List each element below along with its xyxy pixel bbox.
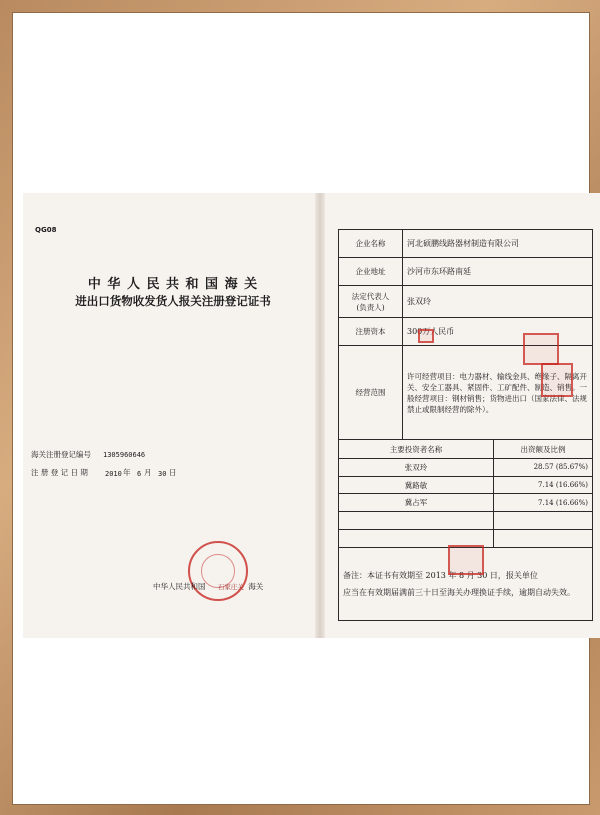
issuer-mid: 石家庄关 (217, 583, 244, 591)
investor-name: 冀路敏 (339, 476, 494, 494)
empty-ratio-cell (494, 512, 593, 530)
reg-date-day: 30 (158, 470, 167, 478)
investor-name: 冀占军 (339, 494, 494, 512)
note-line-2: 应当在有效期届满前三十日至海关办理换证手续，逾期自动失效。 (343, 587, 575, 597)
reg-date-day-unit: 日 (169, 468, 177, 477)
investor-name: 张双玲 (339, 458, 494, 476)
ratio-header: 出资额及比例 (494, 440, 593, 459)
red-seal-stamp (523, 333, 559, 365)
capital-label: 注册资本 (339, 317, 403, 345)
reg-no-label: 海关注册登记编号 (31, 450, 91, 459)
frame-mat (12, 12, 590, 805)
note-line-1: 备注：本证书有效期至 2013 年 8 月 30 日，报关单位 (343, 570, 538, 580)
certificate-sheet (23, 193, 600, 638)
rep-label-line2: (负责人) (356, 302, 385, 312)
reg-no-value: 1305960646 (103, 451, 146, 459)
investor-ratio: 28.57 (85.67%) (494, 458, 593, 476)
reg-date-label: 注 册 登 记 日 期 (31, 468, 88, 477)
investor-ratio: 7.14 (16.66%) (494, 476, 593, 494)
address-label: 企业地址 (339, 258, 403, 286)
reg-date-month: 6 (137, 470, 142, 478)
scope-value: 许可经营项目：电力器材、输线金具、绝缘子、隔离开关、安全工器具、紧固件、工矿配件、制造、销售。一般经营项目：钢材销售；货物进出口（国家法律、法规禁止或限制经营的除外）。 (403, 346, 593, 440)
rep-label-line1: 法定代表人 (351, 291, 390, 301)
reg-date-year-unit: 年 (123, 468, 131, 477)
red-seal-stamp (541, 363, 573, 397)
title-line-1: 中 华 人 民 共 和 国 海 关 (87, 277, 259, 292)
company-value: 河北硕鹏线路器材制造有限公司 (403, 230, 593, 258)
empty-ratio-cell (494, 529, 593, 547)
certificate-code: QG08 (35, 226, 57, 234)
page-fold (315, 193, 325, 638)
reg-date-year: 2010 (105, 470, 122, 478)
company-label: 企业名称 (339, 230, 403, 258)
issuer-line (153, 581, 263, 592)
empty-investor-row (339, 512, 494, 530)
scope-label: 经营范围 (339, 346, 403, 440)
reg-date-month-unit: 月 (144, 468, 152, 477)
investor-ratio: 7.14 (16.66%) (494, 494, 593, 512)
capital-value: 300万人民币 (403, 317, 593, 345)
rep-value: 张双玲 (403, 286, 593, 317)
issuer-left: 中华人民共和国 (153, 582, 206, 591)
issuer-right: 海关 (248, 582, 264, 591)
red-seal-stamp (418, 329, 434, 343)
customs-seal-stamp (188, 541, 248, 601)
red-seal-stamp (448, 545, 484, 575)
rep-label (339, 286, 403, 317)
investor-header: 主要投资者名称 (339, 440, 494, 459)
title-line-2: 进出口货物收发货人报关注册登记证书 (75, 294, 271, 308)
address-value: 沙河市东环路南延 (403, 258, 593, 286)
